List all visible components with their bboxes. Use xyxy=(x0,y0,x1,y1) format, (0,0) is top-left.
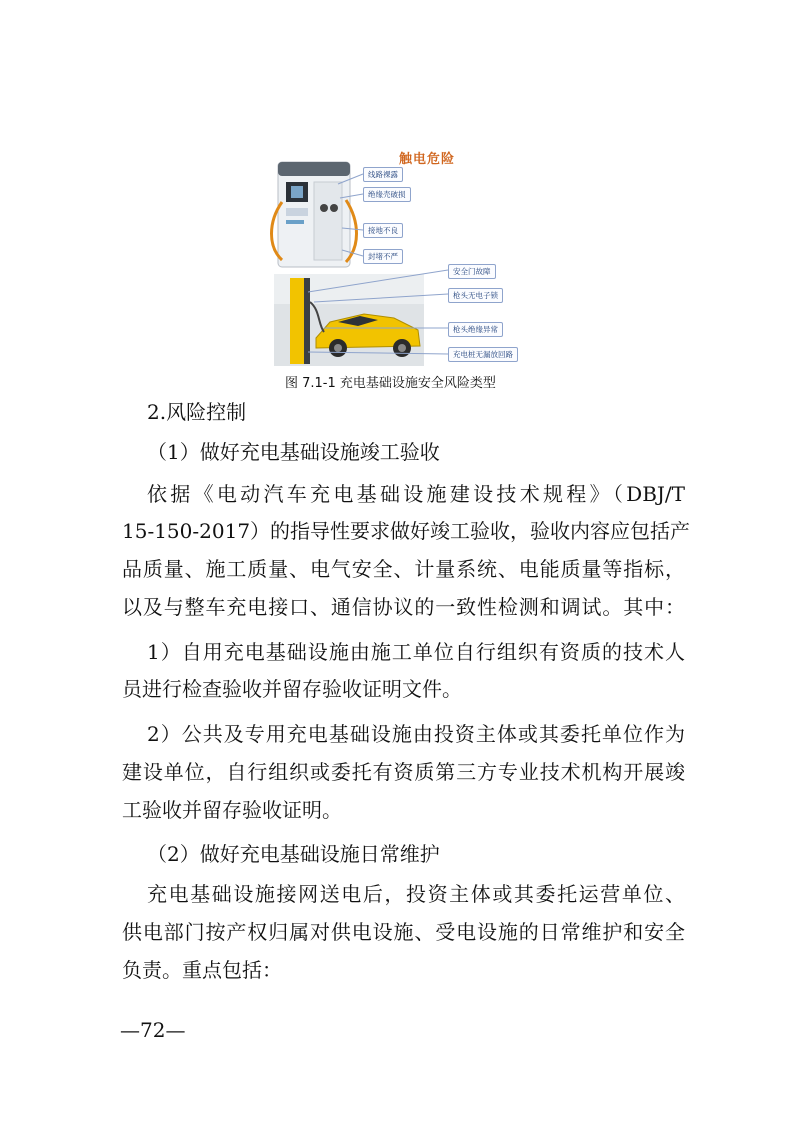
paragraph-line: 依据《电动汽车充电基础设施建设技术规程》（DBJ/T xyxy=(147,482,685,506)
paragraph-line: 充电基础设施接网送电后，投资主体或其委托运营单位、 xyxy=(147,882,685,906)
risk-label: 接地不良 xyxy=(363,223,403,238)
risk-label: 枪头绝缘异常 xyxy=(448,322,503,337)
paragraph-line: 负责。重点包括： xyxy=(122,958,282,982)
paragraph-line: 员进行检查验收并留存验收证明文件。 xyxy=(122,677,462,701)
page-number: —72— xyxy=(120,1018,186,1042)
paragraph-line: 1）自用充电基础设施由施工单位自行组织有资质的技术人 xyxy=(147,640,685,664)
paragraph-line: 供电部门按产权归属对供电设施、受电设施的日常维护和安全 xyxy=(122,920,685,944)
subsection-heading: （2）做好充电基础设施日常维护 xyxy=(147,842,440,866)
risk-label: 充电桩无漏放回路 xyxy=(448,347,518,362)
paragraph-line: 2）公共及专用充电基础设施由投资主体或其委托单位作为 xyxy=(147,722,685,746)
risk-label: 线路裸露 xyxy=(363,167,403,182)
paragraph-line: 15-150-2017）的指导性要求做好竣工验收，验收内容应包括产 xyxy=(122,519,691,543)
section-heading: 2.风险控制 xyxy=(147,400,247,424)
paragraph-line: 工验收并留存验收证明。 xyxy=(122,798,342,822)
paragraph-line: 品质量、施工质量、电气安全、计量系统、电能质量等指标， xyxy=(122,557,685,581)
paragraph-line: 以及与整车充电接口、通信协议的一致性检测和调试。其中： xyxy=(122,595,685,619)
paragraph-line: 建设单位，自行组织或委托有资质第三方专业技术机构开展竣 xyxy=(122,760,685,784)
figure-title: 触电危险 xyxy=(399,152,456,167)
risk-label: 封堵不严 xyxy=(363,249,403,264)
figure-caption: 图 7.1-1 充电基础设施安全风险类型 xyxy=(285,376,496,391)
subsection-heading: （1）做好充电基础设施竣工验收 xyxy=(147,440,440,464)
risk-label: 枪头无电子锁 xyxy=(448,288,503,303)
charging-pile-image xyxy=(272,162,357,267)
risk-label: 绝缘壳破损 xyxy=(363,187,411,202)
risk-label: 安全门故障 xyxy=(448,264,496,279)
figure-charging-risk xyxy=(268,142,530,370)
